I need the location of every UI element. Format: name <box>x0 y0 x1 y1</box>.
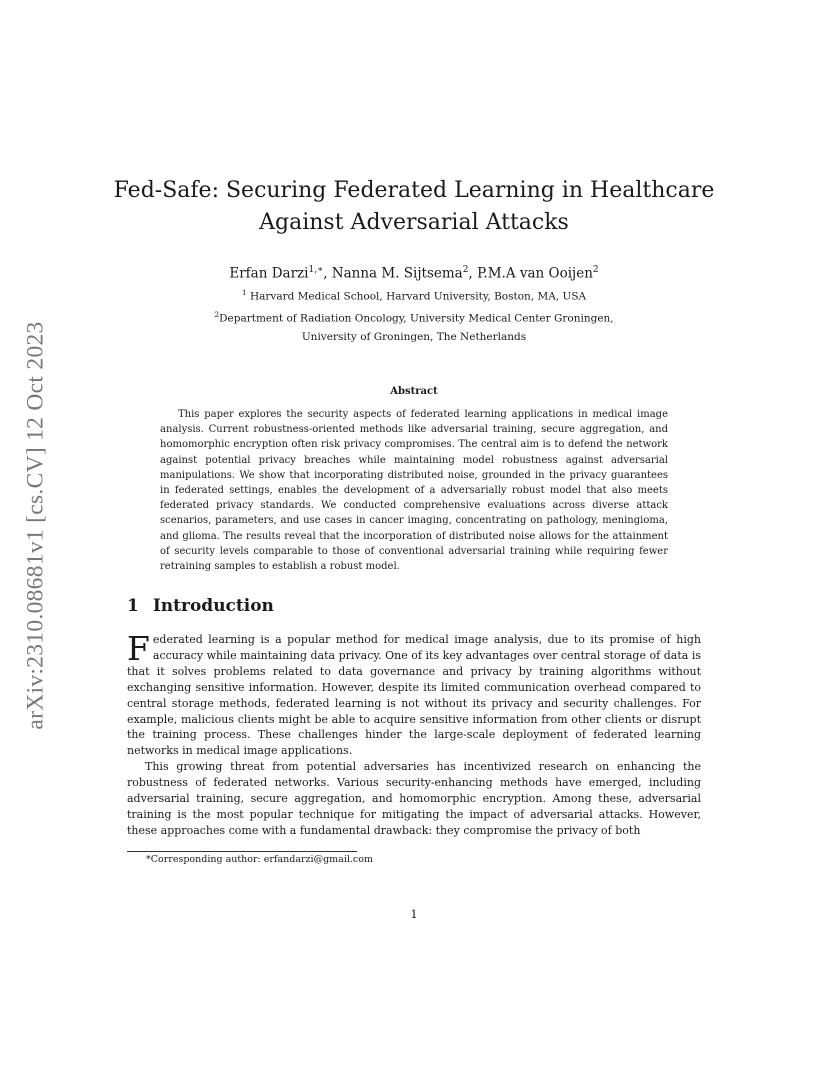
page-number: 1 <box>410 907 418 921</box>
paragraph: Federated learning is a popular method for medical image analysis, due to its promise of high accuracy while maintaining data privacy. One of its key advantages over central storage of data is that it solves problems related to data governance and privacy by training algorithms without exchanging sensitive information. However, despite its limited communication overhead compared to central storage methods, federated learning is not without its privacy and security challenges. For example, malicious clients might be able to acquire sensitive information from other clients or disrupt the training process. These challenges hinder the large-scale deployment of federated learning networks in medical image applications. <box>127 629 701 758</box>
paper-title <box>0 175 828 239</box>
section-number: 1 <box>127 596 139 616</box>
title-line-1: Fed-Safe: Securing Federated Learning in Healthcare <box>113 178 715 203</box>
section-title: Introduction <box>152 596 274 616</box>
paragraph: This growing threat from potential adversaries has incentivized research on enhancing the robustness of federated networks. Various security-enhancing methods have emerged, including adversarial training, secure aggregation, and homomorphic encryption. Among these, adversarial training is the most popular technique for mitigating the impact of adversarial attacks. However, these approaches come with a fundamental drawback: they compromise the privacy of both <box>127 760 701 837</box>
drop-cap: F <box>127 629 150 668</box>
footnote-rule <box>127 851 357 852</box>
author-mark: 2 <box>462 265 469 275</box>
footnote: *Corresponding author: erfandarzi@gmail.com <box>146 854 373 865</box>
author-mark: 2 <box>592 265 599 275</box>
abstract-heading: Abstract <box>390 386 438 397</box>
section-body <box>127 629 701 839</box>
author-list: Erfan Darzi$^{1,∗}$, Nanna M. Sijtsema$^2$, P.M.A van Ooijen$^2$ <box>229 265 599 282</box>
author-name: P.M.A van Ooijen <box>477 265 593 282</box>
title-line-2: Against Adversarial Attacks <box>259 210 569 235</box>
affiliations <box>0 284 828 347</box>
arxiv-sidebar-stamp <box>16 290 56 760</box>
affiliation-mark: 1 <box>241 288 247 297</box>
author-name: Nanna M. Sijtsema <box>331 265 463 282</box>
abstract-text: This paper explores the security aspects of federated learning applications in medical image analysis. Current robustness-oriented methods like adversarial training, secure aggregation, and homomorphic encryption often risk privacy compromises. The central aim is to defend the network against potential privacy breaches while maintaining model robustness against adversarial manipulations. We show that incorporating distributed noise, grounded in the privacy guarantees in federated settings, enables the development of a adversarially robust model that also meets federated privacy standards. We conducted comprehensive evaluations across diverse attack scenarios, parameters, and use cases in cancer imaging, concentrating on pathology, meningioma, and glioma. The results reveal that the incorporation of distributed noise allows for the attainment of security levels comparable to those of conventional adversarial training while requiring fewer retraining samples to establish a robust model. <box>160 409 668 573</box>
affiliation-1: $^1$ Harvard Medical School, Harvard University, Boston, MA, USA <box>241 288 587 303</box>
affiliation-2: $^2$Department of Radiation Oncology, University Medical Center Groningen, <box>214 310 614 325</box>
author-name: Erfan Darzi <box>229 265 309 282</box>
section-heading <box>127 596 274 616</box>
arxiv-id: arXiv:2310.08681v1 [cs.CV] 12 Oct 2023 <box>22 320 49 730</box>
affiliation-mark: 2 <box>214 310 220 319</box>
affiliation-2-cont: University of Groningen, The Netherlands <box>301 331 527 343</box>
author-mark: 1,∗ <box>308 265 324 275</box>
